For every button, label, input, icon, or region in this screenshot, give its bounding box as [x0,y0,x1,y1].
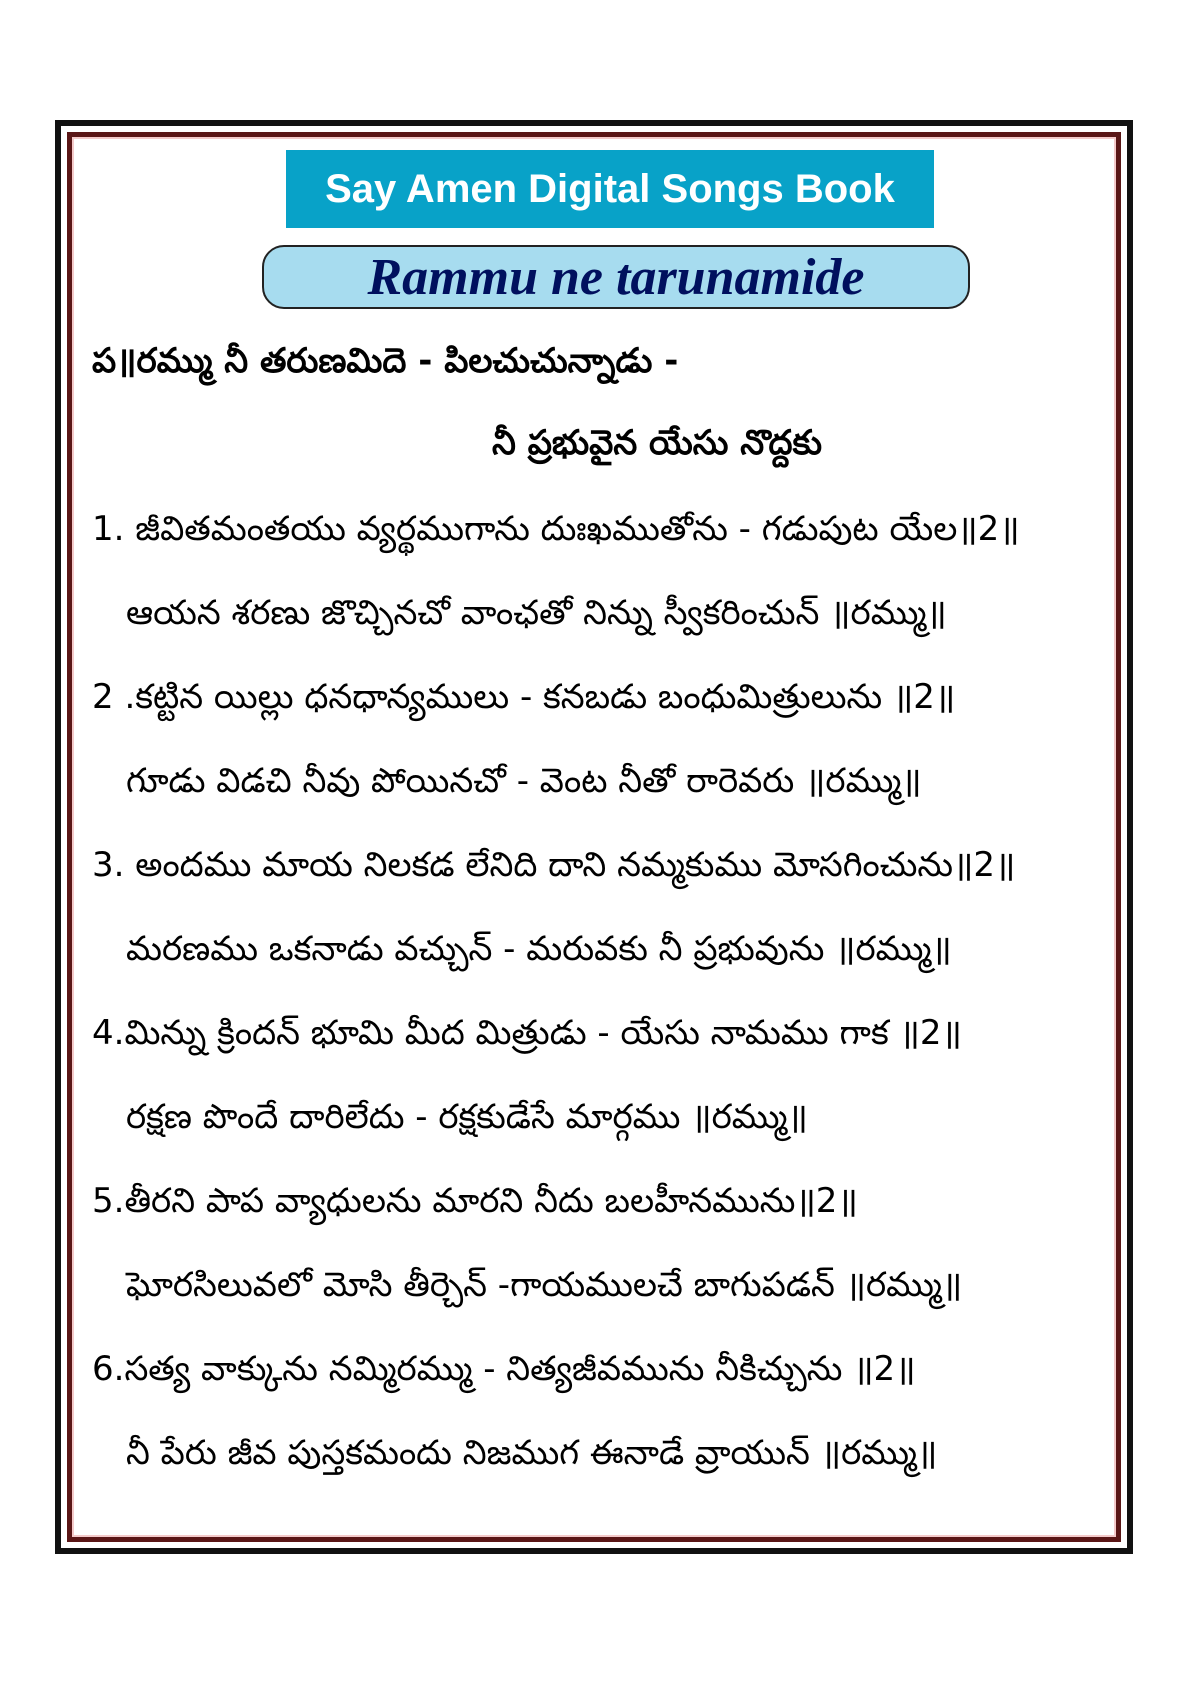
verse-4-line-2: రక్షణ పొందే దారిలేదు - రక్షకుడేసే మార్గము ॥రమ్ము॥ [126,1097,808,1137]
banner-text: Say Amen Digital Songs Book [325,166,895,211]
verse-6-line-2: నీ పేరు జీవ పుస్తకమందు నిజముగ ఈనాడే వ్రాయున్ ॥రమ్ము॥ [126,1433,938,1473]
verse-2-line-2: గూడు విడచి నీవు పోయినచో - వెంట నీతో రారెవరు ॥రమ్ము॥ [126,761,922,801]
song-title-box [262,245,970,309]
verse-2-line-1: 2 .కట్టిన యిల్లు ధనధాన్యములు - కనబడు బంధుమిత్రులును ॥2॥ [92,677,956,717]
verse-1-line-1: 1. జీవితమంతయు వ్యర్థముగాను దుఃఖముతోను - గడుపుట యేల॥2॥ [92,509,1020,549]
verse-4-line-1: 4.మిన్ను క్రిందన్ భూమి మీద మిత్రుడు - యేసు నామము గాక ॥2॥ [92,1013,962,1053]
chorus-line-2: నీ ప్రభువైన యేసు నొద్దకు [492,423,823,463]
chorus-line-1: ప॥రమ్ము నీ తరుణమిదె - పిలచుచున్నాడు - [92,341,679,381]
verse-5-line-2: ఘోరసిలువలో మోసి తీర్చెన్ -గాయములచే బాగుపడన్ ॥రమ్ము॥ [126,1265,963,1305]
songbook-banner [286,150,934,228]
verse-3-line-2: మరణము ఒకనాడు వచ్చున్ - మరువకు నీ ప్రభువును ॥రమ్ము॥ [126,929,952,969]
song-title: Rammu ne tarunamide [367,248,865,306]
verse-5-line-1: 5.తీరని పాప వ్యాధులను మారని నీదు బలహీనమును॥2॥ [92,1181,858,1221]
verse-1-line-2: ఆయన శరణు జొచ్చినచో వాంఛతో నిన్ను స్వీకరించున్ ॥రమ్ము॥ [126,593,947,633]
verse-3-line-1: 3. అందము మాయ నిలకడ లేనిది దాని నమ్మకుము మోసగించును॥2॥ [92,845,1016,885]
verse-6-line-1: 6.సత్య వాక్కును నమ్మిరమ్ము - నిత్యజీవమును నీకిచ్చును ॥2॥ [92,1349,916,1389]
